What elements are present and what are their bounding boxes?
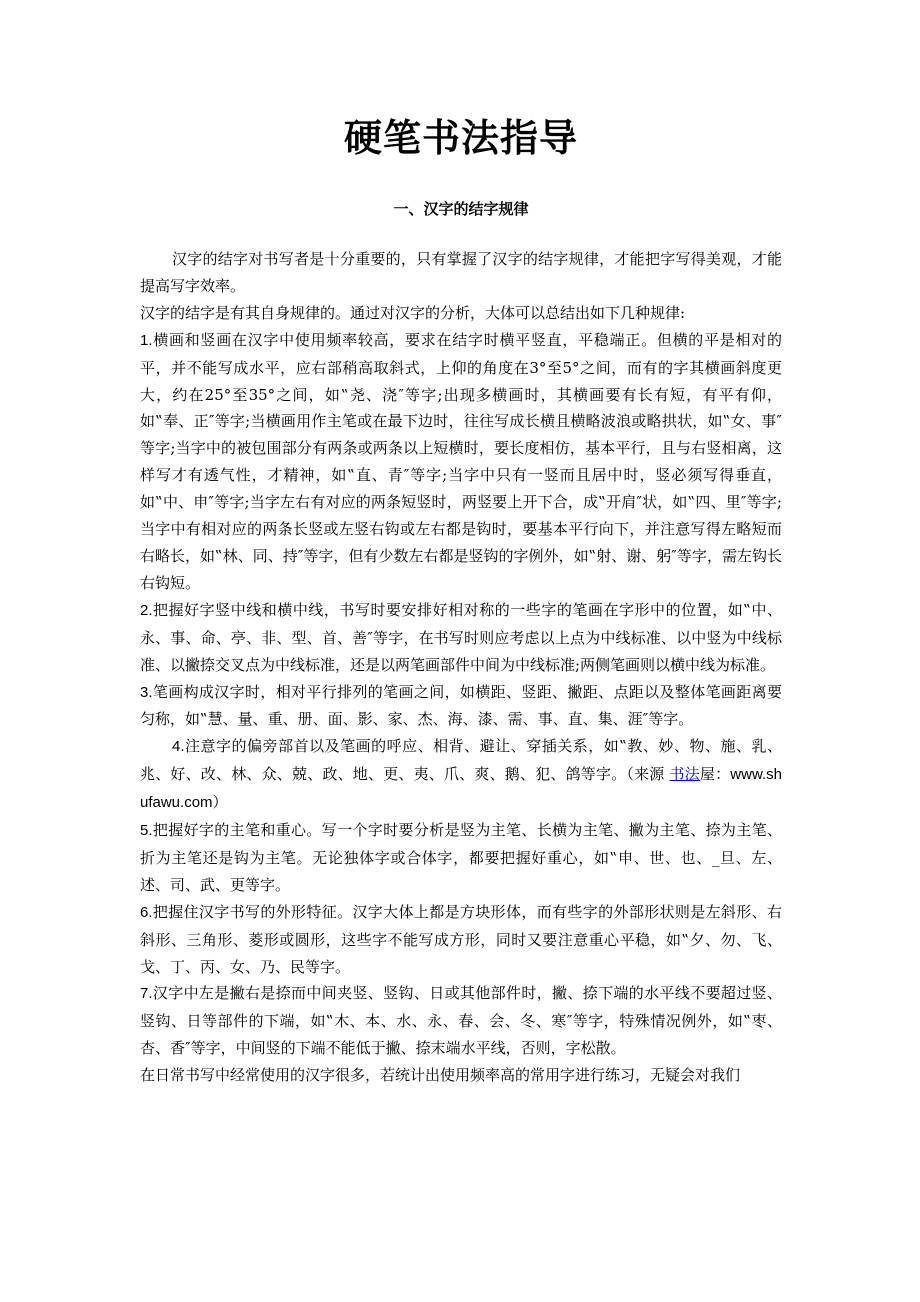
rule-number: 6. [140,903,153,921]
closing-paragraph: 在日常书写中经常使用的汉字很多，若统计出使用频率高的常用字进行练习，无疑会对我们 [140,1066,741,1085]
source-link[interactable]: 书法 [669,765,700,784]
rule-text: 汉字中左是撇右是捺而中间夹竖、竖钩、日或其他部件时，撇、捺下端的水平线不要超过竖、竖钩、日等部件的下端，如‟木、本、水、永、春、会、冬、寒″等字，特殊情况例外，如‟枣、杏、香″等字，中间竖的下端不能低于撇、捺末端水平线，否则，字松散。 [140,984,782,1058]
rule-4-paragraph [140,733,782,817]
rule-6-paragraph [140,899,782,981]
rule-1-paragraph [140,327,782,597]
overview-paragraph: 汉字的结字是有其自身规律的。通过对汉字的分析，大体可以总结出如下几种规律: [140,303,686,322]
rule-text: 把握好字竖中线和横中线，书写时要安排好相对称的一些字的笔画在字形中的位置，如‟中、永、事、命、亭、非、型、首、善″等字，在书写时则应考虑以上点为中线标准、以中竖为中线标准、以撇捺交叉点为中线标准，还是以两笔画部件中间为中线标准;两侧笔画则以横中线为标准。 [140,600,782,674]
document-title: 硬笔书法指导 [343,115,578,160]
rule-text: 横画和竖画在汉字中使用频率较高，要求在结字时横平竖直，平稳端正。但横的平是相对的平，并不能写成水平，应右部稍高取斜式，上仰的角度在3°至5°之间，而有的字其横画斜度更大，约在25°至35°之间，如‟尧、浇″等字;出现多横画时，其横画要有长有短，有平有仰，如‟奉、正″等字;当横画用作主笔或在最下边时，往往写成长横且横略波浪或略拱状，如‟女、事″等字;当字中的被包围部分有两条或两条以上短横时，要长度相仿，基本平行，且与右竖相离，这样写才有透气性，才精神，如‟直、青″等字;当字中只有一竖而且居中时，竖必须写得垂直，如‟中、申″等字;当字左右有对应的两条短竖时，两竖要上开下合，成‟开肩″状，如‟四、里″等字;当字中有相对应的两条长竖或左竖右钩或左右都是钩时，要基本平行向下，并注意写得左略短而右略长，如‟林、同、持″等字，但有少数左右都是竖钩的字例外，如‟射、谢、躬″等字，需左钩长右钩短。 [140,330,782,592]
rule-number: 4. [172,738,185,756]
rule-text: 把握好字的主笔和重心。写一个字时要分析是竖为主笔、长横为主笔、撇为主笔、捺为主笔、折为主笔还是钩为主笔。无论独体字或合体字，都要把握好重心，如‟申、世、也、_旦、左、述、司、武、更等字。 [140,821,782,894]
rule-7-paragraph [140,980,782,1062]
rule-3-paragraph [140,679,782,734]
rule-text: 把握住汉字书写的外形特征。汉字大体上都是方块形体，而有些字的外部形状则是左斜形、右斜形、三角形、菱形或圆形，这些字不能写成方形，同时又要注意重心平稳，如‟夕、勿、飞、戈、丁、丙、女、乃、民等字。 [140,902,782,976]
document-body [140,246,782,1089]
rule-number: 3. [140,683,153,701]
section-heading: 一、汉字的结字规律 [393,200,529,218]
rule-number: 2. [140,601,153,619]
rule-number: 5. [140,822,153,840]
rule-number: 1. [140,331,153,349]
rule-text: 笔画构成汉字时，相对平行排列的笔画之间，如横距、竖距、撇距、点距以及整体笔画距离要匀称，如‟慧、量、重、册、面、影、家、杰、海、漆、需、事、直、集、涯″等字。 [140,682,782,729]
source-suffix: 屋：www.shufawu.com） [140,766,782,812]
rule-text: 注意字的偏旁部首以及笔画的呼应、相背、避让、穿插关系，如‟教、妙、物、施、乳、兆、好、改、林、众、兢、政、地、更、夷、爪、爽、鹅、犯、鸽等字。（来源 [140,737,782,784]
intro-paragraph: 汉字的结字对书写者是十分重要的，只有掌握了汉字的结字规律，才能把字写得美观，才能提高写字效率。 [140,250,782,295]
rule-2-paragraph [140,597,782,679]
rule-5-paragraph [140,817,782,899]
rule-number: 7. [140,985,153,1003]
